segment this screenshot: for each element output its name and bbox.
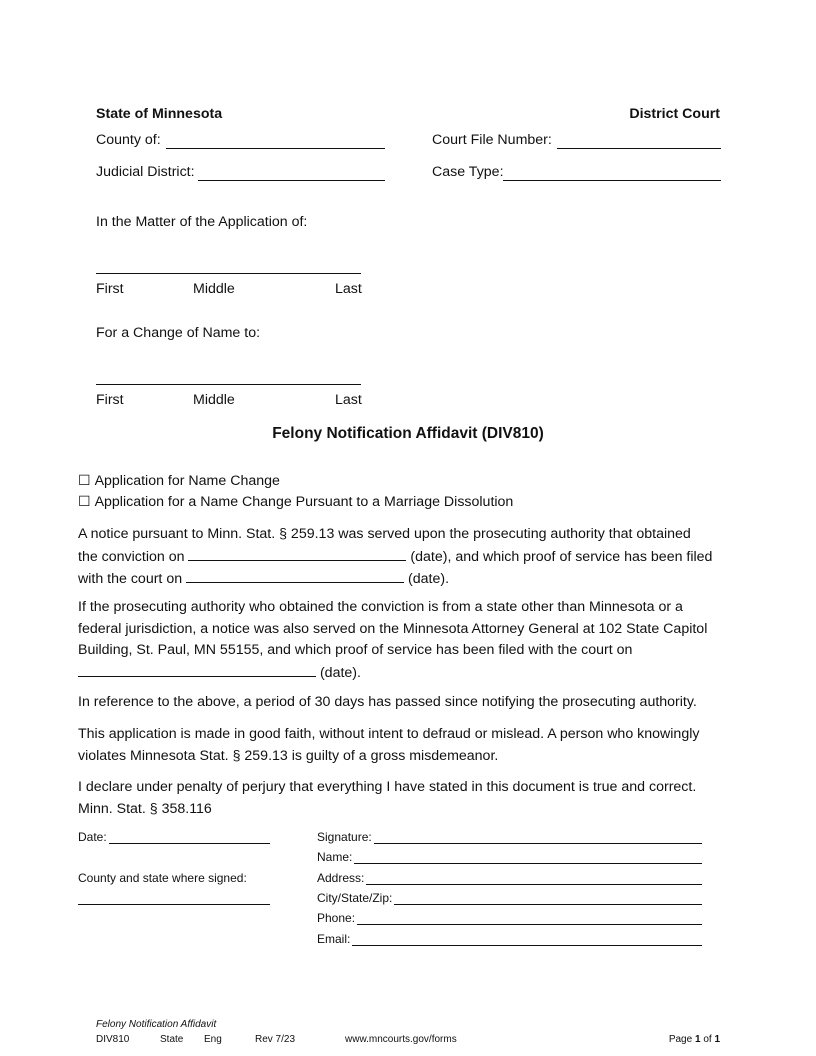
new-first-label: First xyxy=(96,392,124,408)
footer-language: Eng xyxy=(204,1034,222,1045)
paragraph-line xyxy=(78,662,742,685)
footer-revision: Rev 7/23 xyxy=(255,1034,296,1045)
paragraph-text: the conviction on xyxy=(78,548,185,565)
paragraph-text: with the court on xyxy=(78,571,183,587)
signature-label: Signature: xyxy=(317,830,372,844)
court-file-number-label: Court File Number: xyxy=(432,132,552,148)
phone-field[interactable] xyxy=(357,912,702,925)
paragraph-line xyxy=(78,568,742,591)
new-last-label: Last xyxy=(335,392,362,408)
new-name-field[interactable] xyxy=(96,384,361,385)
city-state-zip-field[interactable] xyxy=(394,892,702,905)
email-label: Email: xyxy=(317,932,351,946)
filed-date-field[interactable] xyxy=(186,568,404,583)
perjury-paragraph xyxy=(78,777,742,820)
paragraph-line: A notice pursuant to Minn. Stat. § 259.13 was served upon the prosecuting authority that obtained xyxy=(78,526,691,542)
ag-filed-date-field[interactable] xyxy=(78,662,316,677)
new-middle-label: Middle xyxy=(193,392,235,408)
paragraph-text: (date). xyxy=(319,664,361,681)
conviction-date-field[interactable] xyxy=(188,546,406,561)
name-label: Name: xyxy=(317,850,353,864)
page-of: of xyxy=(703,1034,712,1045)
paragraph-line: federal jurisdiction, a notice was also served on the Minnesota Attorney General at 102 State Capitol xyxy=(78,620,708,637)
county-state-field[interactable] xyxy=(78,904,270,905)
paragraph-line xyxy=(78,546,742,569)
case-type-label: Case Type: xyxy=(432,164,504,180)
footer-form-name: Felony Notification Affidavit xyxy=(96,1019,217,1030)
paragraph-line: Minn. Stat. § 358.116 xyxy=(78,800,212,817)
paragraph-line: Building, St. Paul, MN 55155, and which proof of service has been filed with the court on xyxy=(78,642,633,658)
applicant-last-label: Last xyxy=(335,281,362,297)
county-field[interactable] xyxy=(166,148,385,149)
checkbox-icon[interactable]: ☐ xyxy=(78,472,91,488)
applicant-name-field[interactable] xyxy=(96,273,361,274)
checkbox-label: Application for a Name Change Pursuant to a Marriage Dissolution xyxy=(94,494,514,510)
signature-field[interactable] xyxy=(374,831,702,844)
address-field[interactable] xyxy=(366,872,702,885)
signature-row xyxy=(317,830,702,844)
paragraph-line: I declare under penalty of perjury that everything I have stated in this document is true and correct. xyxy=(78,779,697,795)
footer-form-code: DIV810 xyxy=(96,1034,130,1045)
good-faith-paragraph xyxy=(78,724,742,767)
address-row xyxy=(317,871,702,885)
case-type-field[interactable] xyxy=(503,180,721,181)
checkbox-row-dissolution[interactable] xyxy=(78,493,513,510)
city-state-zip-label: City/State/Zip: xyxy=(317,891,393,905)
name-row xyxy=(317,850,702,864)
paragraph-line: violates Minnesota Stat. § 259.13 is guilty of a gross misdemeanor. xyxy=(78,747,499,764)
page-total: 1 xyxy=(714,1034,720,1045)
name-field[interactable] xyxy=(354,851,702,864)
footer-url: www.mncourts.gov/forms xyxy=(345,1034,457,1045)
application-of-label: In the Matter of the Application of: xyxy=(96,214,308,230)
out-of-state-paragraph xyxy=(78,597,742,684)
checkbox-icon[interactable]: ☐ xyxy=(78,493,91,509)
footer-state: State xyxy=(160,1034,184,1045)
county-state-label: County and state where signed: xyxy=(78,871,247,885)
change-to-label: For a Change of Name to: xyxy=(96,325,261,341)
phone-label: Phone: xyxy=(317,911,356,925)
city-state-zip-row xyxy=(317,891,702,905)
email-field[interactable] xyxy=(352,933,702,946)
phone-row xyxy=(317,911,702,925)
date-row xyxy=(78,830,270,844)
date-field[interactable] xyxy=(109,831,270,844)
applicant-first-label: First xyxy=(96,281,124,297)
paragraph-text: (date), and which proof of service has been filed xyxy=(410,548,713,565)
judicial-district-label: Judicial District: xyxy=(96,164,195,180)
court-file-number-field[interactable] xyxy=(557,148,721,149)
address-label: Address: xyxy=(317,871,365,885)
paragraph-line: This application is made in good faith, without intent to defraud or mislead. A person who knowingly xyxy=(78,726,700,742)
paragraph-text: (date). xyxy=(408,571,450,587)
waiting-period-paragraph: In reference to the above, a period of 30 days has passed since notifying the prosecuting authority. xyxy=(78,694,697,710)
email-row xyxy=(317,932,702,946)
paragraph-line: If the prosecuting authority who obtained the conviction is from a state other than Minnesota or a xyxy=(78,599,683,615)
footer-page-number xyxy=(669,1034,720,1045)
checkbox-row-name-change[interactable] xyxy=(78,472,280,489)
document-title: Felony Notification Affidavit (DIV810) xyxy=(272,425,544,442)
date-label: Date: xyxy=(78,830,107,844)
page-current: 1 xyxy=(694,1034,701,1045)
court-heading: District Court xyxy=(629,106,720,122)
county-label: County of: xyxy=(96,132,161,148)
checkbox-label: Application for Name Change xyxy=(94,473,280,489)
notice-paragraph xyxy=(78,524,742,591)
applicant-middle-label: Middle xyxy=(193,281,235,297)
judicial-district-field[interactable] xyxy=(198,180,385,181)
state-heading: State of Minnesota xyxy=(96,106,223,122)
page-prefix: Page xyxy=(668,1034,693,1045)
